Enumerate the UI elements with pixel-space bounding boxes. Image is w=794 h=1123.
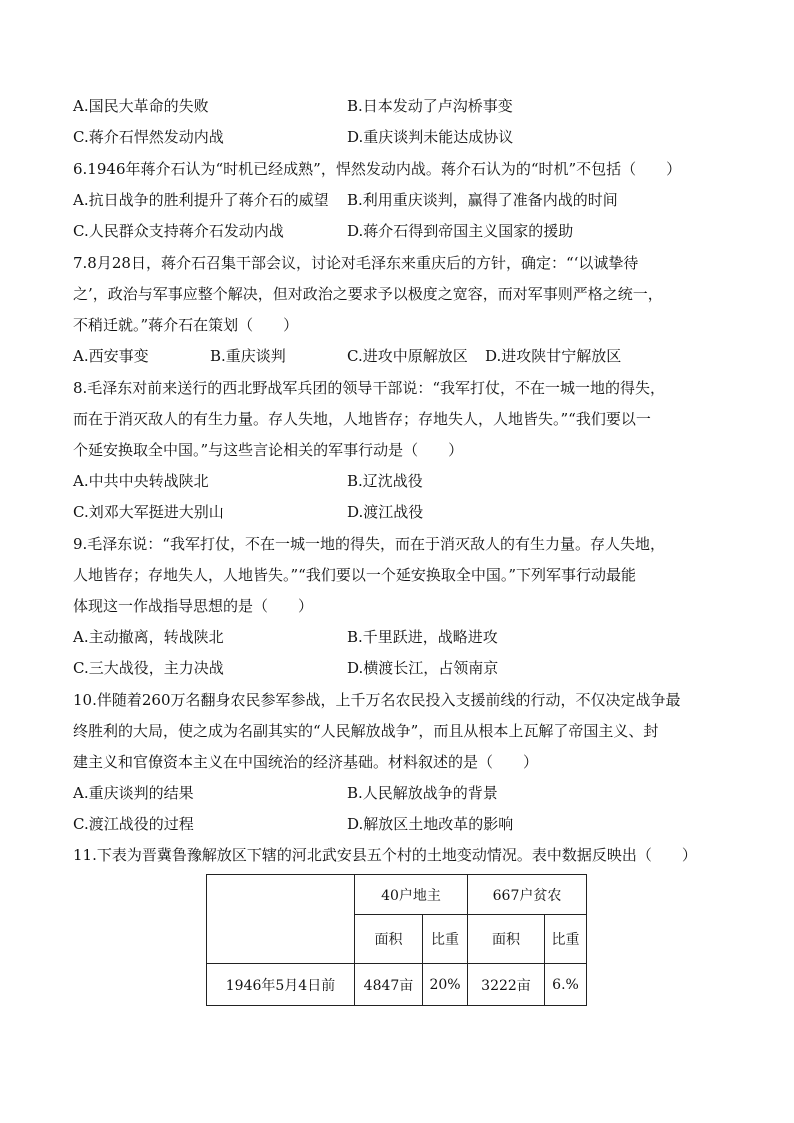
q8-stem-line-3: 个延安换取全中国。”与这些言论相关的军事行动是（ ） bbox=[73, 441, 464, 459]
q7-option-d: D.进攻陕甘宁解放区 bbox=[485, 347, 622, 365]
peasant-area-cell: 3222亩 bbox=[468, 964, 545, 1006]
q8-stem-line-2: 而在于消灭敌人的有生力量。存人失地，人地皆存；存地失人，人地皆失。”“我们要以一 bbox=[73, 410, 651, 428]
landlord-share-cell: 20% bbox=[423, 964, 468, 1006]
landlord-area-cell: 4847亩 bbox=[355, 964, 423, 1006]
q8-stem-line-1: 8.毛泽东对前来送行的西北野战军兵团的领导干部说：“我军打仗，不在一城一地的得失， bbox=[73, 379, 665, 397]
q8-option-b: B.辽沈战役 bbox=[347, 472, 423, 490]
q6-option-a: A.抗日战争的胜利提升了蒋介石的威望 bbox=[73, 191, 329, 209]
q9-stem-line-3: 体现这一作战指导思想的是（ ） bbox=[73, 597, 314, 615]
q10-stem-line-1: 10.伴随着260万名翻身农民参军参战，上千万名农民投入支援前线的行动，不仅决定战争最 bbox=[73, 691, 681, 709]
q5-option-c: C.蒋介石悍然发动内战 bbox=[73, 128, 224, 146]
q8-option-a: A.中共中央转战陕北 bbox=[73, 472, 209, 490]
q6-option-c: C.人民群众支持蒋介石发动内战 bbox=[73, 222, 284, 240]
q9-option-d: D.横渡长江，占领南京 bbox=[347, 659, 499, 677]
q6-stem: 6.1946年蒋介石认为“时机已经成熟”，悍然发动内战。蒋介石认为的“时机”不包括（ ） bbox=[73, 160, 682, 178]
table-header-row bbox=[207, 875, 587, 915]
q9-option-a: A.主动撤离，转战陕北 bbox=[73, 628, 224, 646]
q5-option-d: D.重庆谈判未能达成协议 bbox=[347, 128, 514, 146]
q5-option-b: B.日本发动了卢沟桥事变 bbox=[347, 97, 513, 115]
peasant-area-header: 面积 bbox=[468, 915, 545, 964]
land-change-table bbox=[206, 874, 587, 1006]
poor-peasant-group-header: 667户贫农 bbox=[468, 875, 587, 915]
q10-stem-line-2: 终胜利的大局，使之成为名副其实的“人民解放战争”，而且从根本上瓦解了帝国主义、封 bbox=[73, 722, 659, 740]
q9-stem-line-1: 9.毛泽东说：“我军打仗，不在一城一地的得失，而在于消灭敌人的有生力量。存人失地， bbox=[73, 535, 665, 553]
q10-stem-line-3: 建主义和官僚资本主义在中国统治的经济基础。材料叙述的是（ ） bbox=[73, 753, 539, 771]
q6-option-b: B.利用重庆谈判，赢得了准备内战的时间 bbox=[347, 191, 618, 209]
peasant-share-header: 比重 bbox=[545, 915, 587, 964]
q5-option-a: A.国民大革命的失败 bbox=[73, 97, 209, 115]
q7-option-a: A.西安事变 bbox=[73, 347, 149, 365]
q7-stem-line-1: 7.8月28日，蒋介石召集干部会议，讨论对毛泽东来重庆后的方针，确定：“‘以诚挚待 bbox=[73, 254, 639, 272]
q10-option-a: A.重庆谈判的结果 bbox=[73, 784, 194, 802]
q10-option-c: C.渡江战役的过程 bbox=[73, 815, 194, 833]
q11-stem: 11.下表为晋冀鲁豫解放区下辖的河北武安县五个村的土地变动情况。表中数据反映出（ ） bbox=[73, 846, 697, 864]
q10-option-d: D.解放区土地改革的影响 bbox=[347, 815, 514, 833]
table-corner-cell bbox=[207, 875, 355, 964]
q10-option-b: B.人民解放战争的背景 bbox=[347, 784, 498, 802]
q7-option-b: B.重庆谈判 bbox=[210, 347, 286, 365]
q8-option-d: D.渡江战役 bbox=[347, 503, 424, 521]
row-date-label: 1946年5月4日前 bbox=[207, 964, 355, 1006]
peasant-share-cell: 6.% bbox=[545, 964, 587, 1006]
landlord-group-header: 40户地主 bbox=[355, 875, 468, 915]
q7-option-c: C.进攻中原解放区 bbox=[347, 347, 468, 365]
q7-stem-line-2: 之’，政治与军事应整个解决，但对政治之要求予以极度之宽容，而对军事则严格之统一， bbox=[73, 285, 663, 303]
q8-option-c: C.刘邓大军挺进大别山 bbox=[73, 503, 224, 521]
q9-option-c: C.三大战役，主力决战 bbox=[73, 659, 224, 677]
q7-stem-line-3: 不稍迁就。”蒋介石在策划（ ） bbox=[73, 316, 299, 334]
landlord-share-header: 比重 bbox=[423, 915, 468, 964]
q6-option-d: D.蒋介石得到帝国主义国家的援助 bbox=[347, 222, 574, 240]
landlord-area-header: 面积 bbox=[355, 915, 423, 964]
table-row bbox=[207, 964, 587, 1006]
q9-option-b: B.千里跃进，战略进攻 bbox=[347, 628, 498, 646]
q9-stem-line-2: 人地皆存；存地失人，人地皆失。”“我们要以一个延安换取全中国。”下列军事行动最能 bbox=[73, 566, 637, 584]
